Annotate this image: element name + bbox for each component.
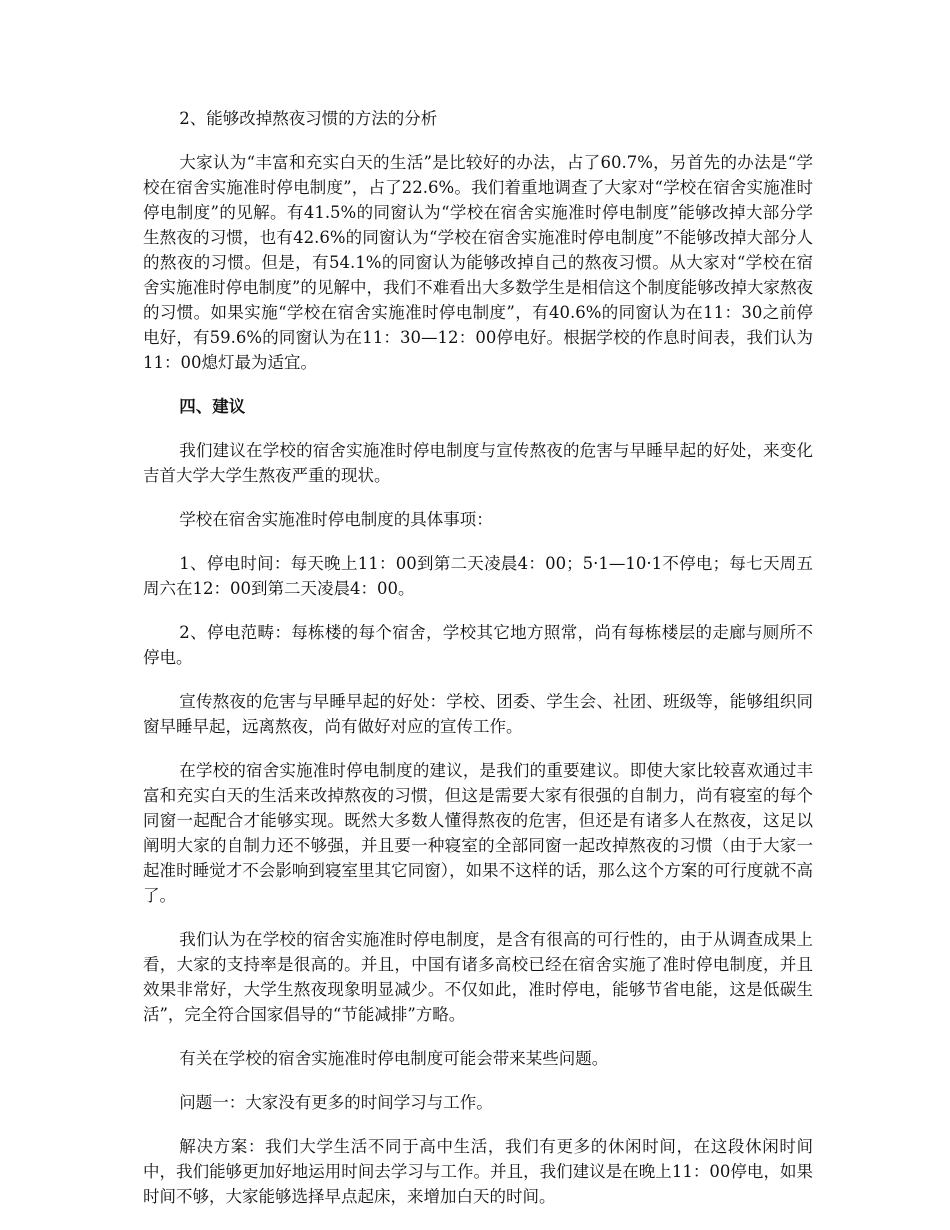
document-page xyxy=(143,106,813,1228)
paragraph-main-suggestion: 在学校的宿舍实施准时停电制度的建议，是我们的重要建议。即使大家比较喜欢通过丰富和充实白天的生活来改掉熬夜的习惯，但这是需要大家有很强的自制力，尚有寝室的每个同窗一起配合才能够实现。既然大多数人懂得熬夜的危害，但还是有诸多人在熬夜，这足以阐明大家的自制力还不够强，并且要一种寝室的全部同窗一起改掉熬夜的习惯（由于大家一起准时睡觉才不会影响到寝室里其它同窗），如果不这样的话，那么这个方案的可行度就不高了。 xyxy=(143,761,813,905)
paragraph-solution: 解决方案：我们大学生活不同于高中生活，我们有更多的休闲时间，在这段休闲时间中，我们能够更加好地运用时间去学习与工作。并且，我们建议是在晚上11：00停电，如果时间不够，大家能够选择早点起床，来增加白天的时间。 xyxy=(143,1137,813,1206)
paragraph-outage-scope: 2、停电范畴：每栋楼的每个宿舍，学校其它地方照常，尚有每栋楼层的走廊与厕所不停电。 xyxy=(143,623,813,667)
section-subheading-analysis: 2、能够改掉熬夜习惯的方法的分析 xyxy=(179,109,438,128)
paragraph-analysis-findings: 大家认为“丰富和充实白天的生活”是比较好的办法，占了60.7%，另首先的办法是“学校在宿舍实施准时停电制度”，占了22.6%。我们着重地调查了大家对“学校在宿舍实施准时停电制度”的见解。有41.5%的同窗认为“学校在宿舍实施准时停电制度”能够改掉大部分学生熬夜的习惯，也有42.6%的同窗认为“学校在宿舍实施准时停电制度”不能够改掉大部分人的熬夜的习惯。但是，有54.1%的同窗认为能够改掉自己的熬夜习惯。从大家对“学校在宿舍实施准时停电制度”的见解中，我们不难看出大多数学生是相信这个制度能够改掉大家熬夜的习惯。如果实施“学校在宿舍实施准时停电制度”，有40.6%的同窗认为在11：30之前停电好，有59.6%的同窗认为在11：30—12：00停电好。根据学校的作息时间表，我们认为11：00熄灯最为适宜。 xyxy=(143,153,813,372)
paragraph-possible-problems: 有关在学校的宿舍实施准时停电制度可能会带来某些问题。 xyxy=(179,1049,609,1068)
paragraph-feasibility: 我们认为在学校的宿舍实施准时停电制度，是含有很高的可行性的，由于从调查成果上看，大家的支持率是很高的。并且，中国有诸多高校已经在宿舍实施了准时停电制度，并且效果非常好，大学生熬夜现象明显减少。不仅如此，准时停电，能够节省电能，这是低碳生活”，完全符合国家倡导的“节能减排”方略。 xyxy=(143,930,813,1024)
paragraph-outage-time: 1、停电时间：每天晚上11：00到第二天凌晨4：00；5·1—10·1不停电；每七天周五周六在12：00到第二天凌晨4：00。 xyxy=(143,554,813,598)
paragraph-publicity: 宣传熬夜的危害与早睡早起的好处：学校、团委、学生会、社团、班级等，能够组织同窗早睡早起，远离熬夜，尚有做好对应的宣传工作。 xyxy=(143,692,813,736)
section-heading-suggestions: 四、建议 xyxy=(179,397,246,416)
paragraph-policy-details-intro: 学校在宿舍实施准时停电制度的具体事项： xyxy=(179,510,493,529)
paragraph-problem-one: 问题一：大家没有更多的时间学习与工作。 xyxy=(179,1093,493,1112)
paragraph-suggestion-intro: 我们建议在学校的宿舍实施准时停电制度与宣传熬夜的危害与早睡早起的好处，来变化吉首大学大学生熬夜严重的现状。 xyxy=(143,441,813,485)
